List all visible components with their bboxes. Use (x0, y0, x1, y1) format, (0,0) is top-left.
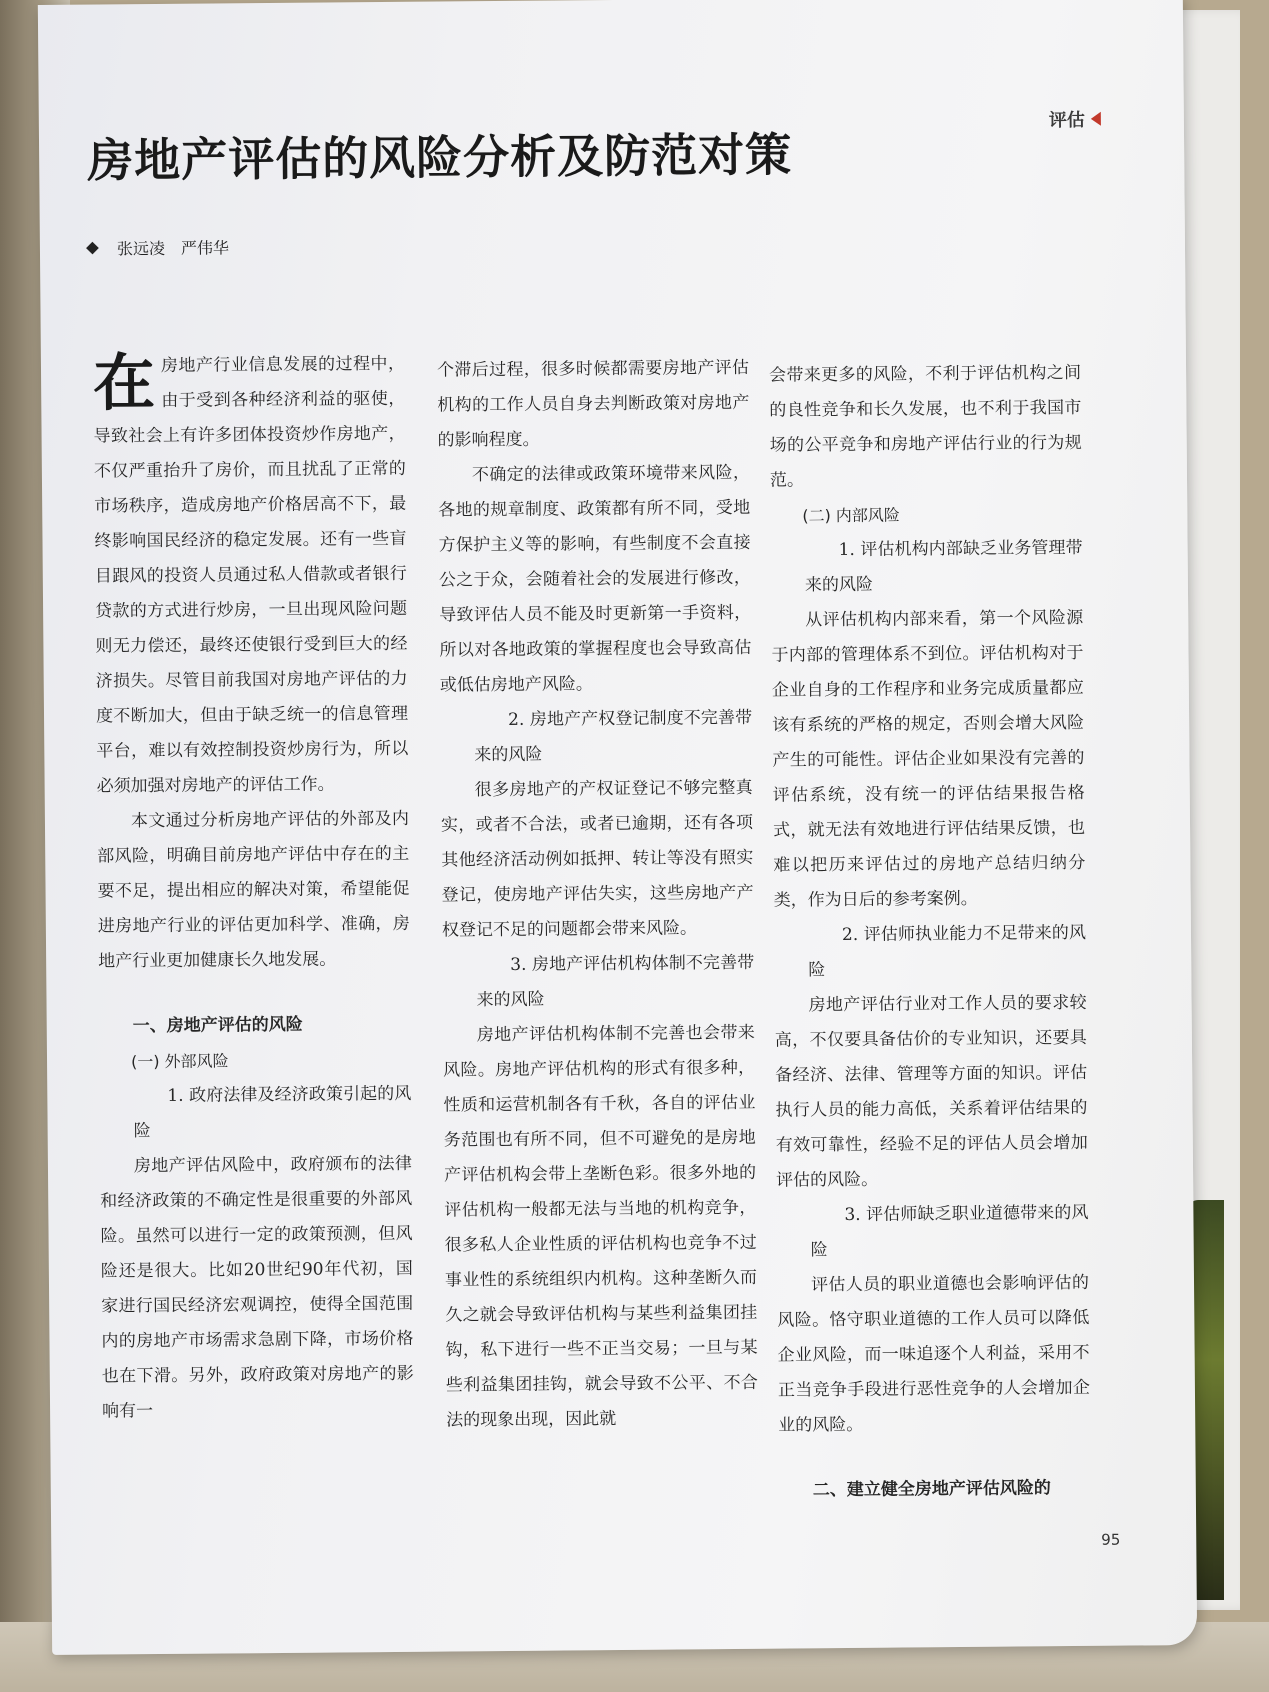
paragraph: 房地产评估风险中，政府颁布的法律和经济政策的不确定性是很重要的外部风险。虽然可以进行一定的政策预测，但风险还是很大。比如20世纪90年代初，国家进行国民经济宏观调控，使得全国范围内的房地产市场需求急剧下降，市场价格也在下滑。另外，政府政策对房地产的影响有一 (100, 1153, 414, 1422)
section-heading: 一、房地产评估的风险 (132, 1014, 303, 1037)
drop-cap: 在 (92, 346, 156, 420)
subsection-heading: (一) 外部风险 (130, 1051, 229, 1072)
section-tag (1049, 106, 1101, 132)
item-heading: 2. 评估师执业能力不足带来的风险 (808, 922, 1087, 981)
item-heading: 3. 房地产评估机构体制不完善带来的风险 (476, 952, 755, 1011)
subsection-heading: (二) 内部风险 (802, 505, 900, 526)
paragraph: 房地产评估行业对工作人员的要求较高，不仅要具备估价的专业知识，还要具备经济、法律、管理等方面的知识。评估执行人员的能力高低，关系着评估结果的有效可靠性，经验不足的评估人员会增加评估的风险。 (774, 992, 1088, 1191)
paragraph: 不确定的法律或政策环境带来风险，各地的规章制度、政策都有所不同，受地方保护主义等的影响，有些制度不会直接公之于众，会随着社会的发展进行修改，导致评估人员不能及时更新第一手资料，所以对各地政策的掌握程度也会导致高估或低估房地产风险。 (438, 462, 752, 696)
article-title: 房地产评估的风险分析及防范对策 (86, 127, 793, 188)
paragraph: 会带来更多的风险，不利于评估机构之间的良性竞争和长久发展，也不利于我国市场的公平竞争和房地产评估行业的行为规范。 (768, 362, 1082, 491)
section-tag-label: 评估 (1048, 109, 1085, 132)
item-heading: 1. 政府法律及经济政策引起的风险 (133, 1083, 412, 1142)
intro-text: 房地产行业信息发展的过程中，由于受到各种经济利益的驱使，导致社会上有许多团体投资炒作房地产，不仅严重抬升了房价，而且扰乱了正常的市场秩序，造成房地产价格居高不下，最终影响国民经济的稳定发展。还有一些盲目跟风的投资人员通过私人借款或者银行贷款的方式进行炒房，一旦出现风险问题则无力偿还，最终还使银行受到巨大的经济损失。尽管目前我国对房地产评估的力度不断加大，但由于缺乏统一的信息管理平台，难以有效控制投资炒房行为，所以必须加强对房地产的评估工作。 (93, 353, 409, 797)
section-heading: 二、建立健全房地产评估风险的 (812, 1478, 1051, 1501)
paragraph: 很多房地产的产权证登记不够完整真实，或者不合法，或者已逾期，还有各项其他经济活动例如抵押、转让等没有照实登记，使房地产评估失实，这些房地产产权登记不足的问题都会带来风险。 (440, 777, 754, 941)
paragraph: 从评估机构内部来看，第一个风险源于内部的管理体系不到位。评估机构对于企业自身的工作程序和业务完成质量都应该有系统的严格的规定，否则会增大风险产生的可能性。评估企业如果没有完善的评估系统，没有统一的评估结果报告格式，就无法有效地进行评估结果反馈，也难以把历来评估过的房地产总结归纳分类，作为日后的参考案例。 (771, 607, 1086, 911)
intro-paragraph (93, 347, 409, 805)
text-column-2 (437, 351, 758, 1439)
author-names: 张远凌 严伟华 (116, 238, 230, 259)
article-authors (88, 235, 229, 259)
item-heading: 3. 评估师缺乏职业道德带来的风险 (810, 1202, 1089, 1261)
paragraph: 本文通过分析房地产评估的外部及内部风险，明确目前房地产评估中存在的主要不足，提出相应的解决对策，希望能促进房地产行业的评估更加科学、准确，房地产行业更加健康长久地发展。 (97, 808, 410, 972)
magazine-page (38, 0, 1197, 1655)
paragraph: 个滞后过程，很多时候都需要房地产评估机构的工作人员自身去判断政策对房地产的影响程度。 (436, 357, 750, 451)
item-heading: 2. 房地产产权登记制度不完善带来的风险 (474, 707, 753, 766)
text-column-1 (93, 347, 414, 1430)
page-number: 95 (1101, 1530, 1121, 1549)
item-heading: 1. 评估机构内部缺乏业务管理带来的风险 (804, 537, 1083, 596)
diamond-bullet-icon (86, 242, 99, 255)
paragraph: 评估人员的职业道德也会影响评估的风险。恪守职业道德的工作人员可以降低企业风险，而一味追逐个人利益，采用不正当竞争手段进行恶性竞争的人会增加企业的风险。 (777, 1272, 1091, 1436)
triangle-marker-icon (1091, 112, 1101, 126)
paragraph: 房地产评估机构体制不完善也会带来风险。房地产评估机构的形式有很多种，性质和运营机制各有千秋，各自的评估业务范围也有所不同，但不可避免的是房地产评估机构会带上垄断色彩。很多外地的评估机构一般都无法与当地的机构竞争，很多私人企业性质的评估机构也竞争不过事业性的系统组织内机构。这种垄断久而久之就会导致评估机构与某些利益集团挂钩，私下进行一些不正当交易；一旦与某些利益集团挂钩，就会导致不公平、不合法的现象出现，因此就 (443, 1022, 758, 1431)
text-column-3 (769, 356, 1091, 1509)
